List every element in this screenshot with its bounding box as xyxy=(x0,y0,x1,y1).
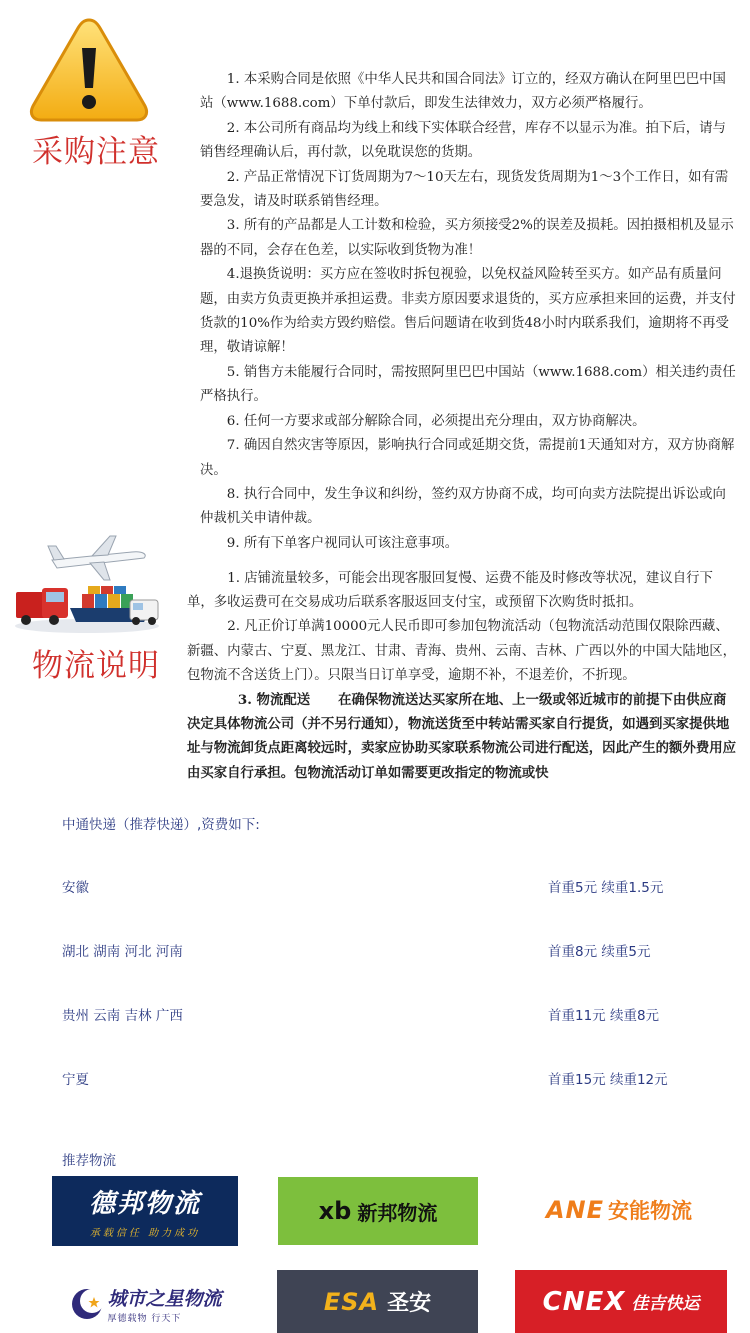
purchase-item: 2. 本公司所有商品均为线上和线下实体联合经营，库存不以显示为准。拍下后，请与销售经理确认后，再付款，以免耽误您的货期。 xyxy=(200,120,726,161)
xinbang-name: 新邦物流 xyxy=(357,1200,438,1225)
deppon-name: 德邦物流 xyxy=(88,1189,201,1219)
fee-region: 贵州 云南 吉林 广西 xyxy=(62,1008,183,1024)
plane-truck-ship-icon xyxy=(12,530,162,635)
fee-region: 宁夏 xyxy=(62,1072,89,1088)
logistics-notice-list xyxy=(187,567,738,785)
ane-mark: ANE xyxy=(545,1196,605,1224)
xinbang-logo xyxy=(278,1177,478,1245)
deppon-logo xyxy=(52,1176,238,1246)
logistics-item: 2. 凡正价订单满10000元人民币即可参加包物流活动（包物流活动范围仅限除西藏、新疆、内蒙古、宁夏、黑龙江、甘肃、青海、贵州、云南、吉林、广西以外的中国大陆地区，包物流不含送货上门）。只限当日订单享受，逾期不补，不退差价，不折现。 xyxy=(187,619,737,683)
fee-region: 湖北 湖南 河北 河南 xyxy=(62,944,183,960)
cnex-name: 佳吉快运 xyxy=(631,1294,700,1314)
purchase-item: 1. 本采购合同是依照《中华人民共和国合同法》订立的，经双方确认在阿里巴巴中国站（www.1688.com）下单付款后，即发生法律效力，双方必须严格履行。 xyxy=(200,72,726,112)
logistics-heading: 物流说明 xyxy=(32,648,160,684)
fee-table-title: 中通快递（推荐快递）,资费如下: xyxy=(62,817,260,833)
fee-price: 首重5元 续重1.5元 xyxy=(548,880,664,896)
fee-price: 首重15元 续重12元 xyxy=(548,1072,668,1088)
esa-logo xyxy=(277,1270,478,1333)
fee-price: 首重8元 续重5元 xyxy=(548,944,651,960)
purchase-item: 2. 产品正常情况下订货周期为7～10天左右，现货发货周期为1～3个工作日，如有需要急发，请及时联系销售经理。 xyxy=(200,169,729,210)
recommend-title: 推荐物流 xyxy=(62,1153,116,1169)
deppon-slogan: 承载信任 助力成功 xyxy=(89,1228,201,1239)
purchase-notice-list xyxy=(200,68,738,556)
purchase-item: 8. 执行合同中，发生争议和纠纷，签约双方协商不成，均可向卖方法院提出诉讼或向仲裁机关申请仲裁。 xyxy=(200,486,726,527)
cnex-mark: CNEX xyxy=(542,1286,626,1317)
xinbang-mark: xb xyxy=(318,1197,352,1225)
fee-price: 首重11元 续重8元 xyxy=(548,1008,660,1024)
warning-icon xyxy=(28,16,150,124)
logistics-item-lead: 3. 物流配送 xyxy=(237,692,311,709)
logistics-item-body: 在确保物流送达买家所在地、上一级或邻近城市的前提下由供应商决定具体物流公司（并不另行通知），物流送货至中转站需买家自行提货，如遇到买家提供地址与物流卸货点距离较远时，卖家应协助买家联系物流公司进行配送，因此产生的额外费用应由买家自行承担。包物流活动订单如需要更改指定的物流或快 xyxy=(187,692,737,781)
purchase-item: 7. 确因自然灾害等原因，影响执行合同或延期交货，需提前1天通知对方，双方协商解决。 xyxy=(200,438,735,478)
citystar-logo xyxy=(50,1276,242,1332)
cnex-logo xyxy=(515,1270,727,1333)
purchase-heading: 采购注意 xyxy=(32,134,160,170)
citystar-slogan: 厚德载物 行天下 xyxy=(107,1314,182,1324)
citystar-moon-icon xyxy=(70,1287,104,1321)
esa-mark: ESA xyxy=(323,1287,380,1316)
logistics-item xyxy=(187,688,738,785)
logistics-item: 1. 店铺流量较多，可能会出现客服回复慢、运费不能及时修改等状况，建议自行下单，多收运费可在交易成功后联系客服返回支付宝，或预留下次购货时抵扣。 xyxy=(187,571,713,611)
ane-name: 安能物流 xyxy=(608,1199,693,1223)
ane-logo xyxy=(512,1184,726,1236)
purchase-item: 9. 所有下单客户视同认可该注意事项。 xyxy=(226,535,459,551)
purchase-item: 4.退换货说明：买方应在签收时拆包视验，以免权益风险转至买方。如产品有质量问题，由卖方负责更换并承担运费。非卖方原因要求退货的，买方应承担来回的运费，并支付货款的10%作为给卖方毁约赔偿。售后问题请在收到货48小时内联系我们，逾期将不再受理，敬请谅解！ xyxy=(200,267,736,356)
fee-region: 安徽 xyxy=(62,880,89,896)
purchase-item: 6. 任何一方要求或部分解除合同，必须提出充分理由，双方协商解决。 xyxy=(226,413,646,429)
esa-name: 圣安 xyxy=(387,1291,432,1316)
purchase-item: 5. 销售方未能履行合同时，需按照阿里巴巴中国站（www.1688.com）相关违约责任严格执行。 xyxy=(200,364,736,405)
citystar-name: 城市之星物流 xyxy=(107,1288,222,1310)
purchase-item: 3. 所有的产品都是人工计数和检验，买方须接受2%的误差及损耗。因拍摄相机及显示器的不同，会存在色差，以实际收到货物为准！ xyxy=(200,218,734,258)
